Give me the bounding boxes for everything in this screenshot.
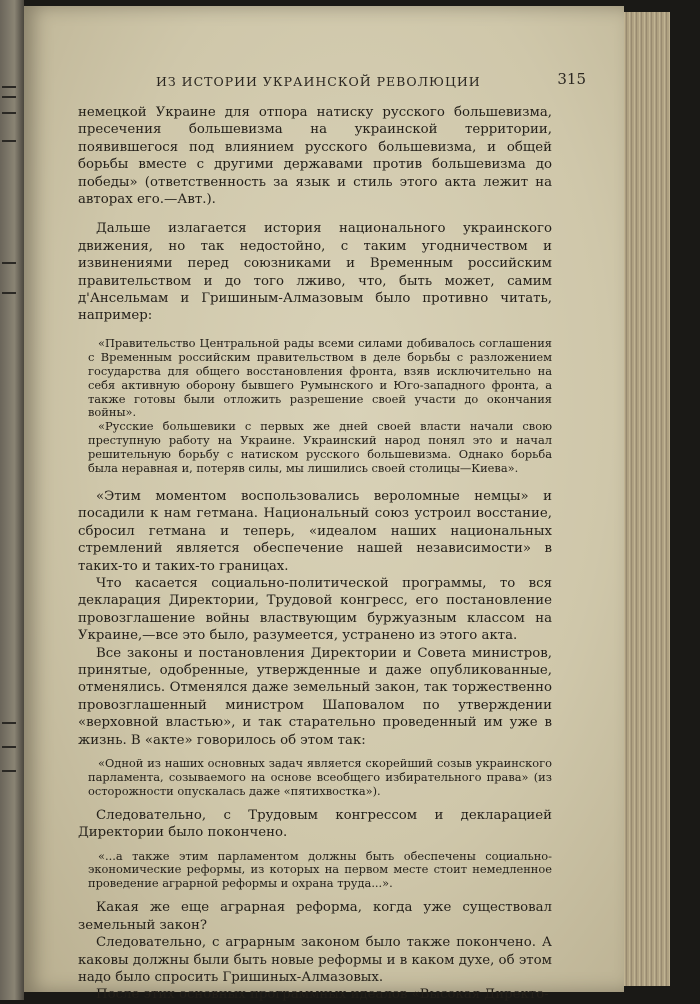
facing-page-mark [2, 746, 16, 748]
facing-page-mark [2, 112, 16, 114]
facing-page-edge [0, 0, 24, 1000]
running-title: ИЗ ИСТОРИИ УКРАИНСКОЙ РЕВОЛЮЦИИ [156, 74, 481, 89]
paragraph: Следовательно, с аграрным законом было также покончено. А каковы должны были быть новые реформы и в каком духе, об этом надо было спросить Гришиных-Алмазовых. [78, 935, 552, 985]
facing-page-mark [2, 292, 16, 294]
block-quote: «...а также этим парламентом должны быть обеспечены социально-экономические реформы, из которых на первом месте стоит немедленное проведение аграрной реформы и охрана труда...». [88, 848, 552, 891]
book-page [24, 6, 624, 1003]
page-number: 315 [557, 70, 586, 88]
paragraph: Дальше излагается история национального украинского движения, но так недостойно, с таким угодничеством и извинениями перед союзниками и Временным российским правительством и до того лживо, что, быть может, самим д'Ансельмам и Гришиным-Алмазовым было противно читать, например: [78, 221, 552, 324]
block-quote: «Одной из наших основных задач является скорейший созыв украинского парламента, созываемого на основе всеобщего избирательного права» (из осторожности опускалась даже «пятихвостка»). [88, 756, 552, 798]
paragraph: немецкой Украине для отпора натиску русского большевизма, пресечения большевизма на украинской территории, появившегося под влиянием русского большевизма, и общей борьбы вместе с другими державами против большевизма до победы» (ответственность за язык и стиль этого акта лежит на авторах его.—Авт.). [78, 105, 552, 208]
paragraph: Что касается социально-политической программы, то вся декларация Директории, Трудовой конгресс, его постановление провозглашение войны властвующим буржуазным классом на Украине,—все это было, разумеется, устранено из этого акта. [78, 575, 552, 644]
paragraph: Какая же еще аграрная реформа, когда уже существовал земельный закон? [78, 900, 552, 933]
facing-page-mark [2, 722, 16, 724]
paragraph: Все законы и постановления Директории и Совета министров, принятые, одобренные, утвержденные и даже опубликованные, отменялись. Отменялся даже земельный закон, так торжественно провозглашенный министром Шаповалом по утверждении «верховной властью», и так старательно проведенный им уже в жизнь. В «акте» говорилось об этом так: [78, 645, 552, 748]
facing-page-mark [2, 96, 16, 98]
block-quote: «Правительство Центральной рады всеми силами добивалось соглашения с Временным российским правительством в деле борьбы с разложением государства для общего восстановления фронта, взяв исключительно на себя активную оборону бывшего Румынского и Юго-западного фронта, а также готовы были отложить разрешение своей участи до окончания войны». [88, 335, 552, 420]
page-body [78, 104, 552, 1004]
facing-page-mark [2, 770, 16, 772]
facing-page-mark [2, 140, 16, 142]
paragraph: «Этим моментом воспользовались вероломные немцы» и посадили к нам гетмана. Национальный союз устроил восстание, сбросил гетмана и теперь, «идеалом наших национальных стремлений является обеспечение нашей независимости» в таких-то и таких-то границах. [78, 488, 552, 574]
block-quote: «Русские большевики с первых же дней своей власти начали свою преступную работу на Украине. Украинский народ понял это и начал решительную борьбу с натиском русского большевизма. Однако борьба была неравная и, потеряв силы, мы лишились своей столицы—Киева». [88, 419, 552, 476]
page-stack-edge [618, 12, 670, 986]
running-header [156, 70, 586, 92]
paragraph: Следовательно, с Трудовым конгрессом и декларацией Директории было покончено. [78, 807, 552, 841]
paragraph: После этих основных программных идеалов «Высокая Директо- [96, 987, 549, 1003]
facing-page-mark [2, 86, 16, 88]
facing-page-mark [2, 262, 16, 264]
